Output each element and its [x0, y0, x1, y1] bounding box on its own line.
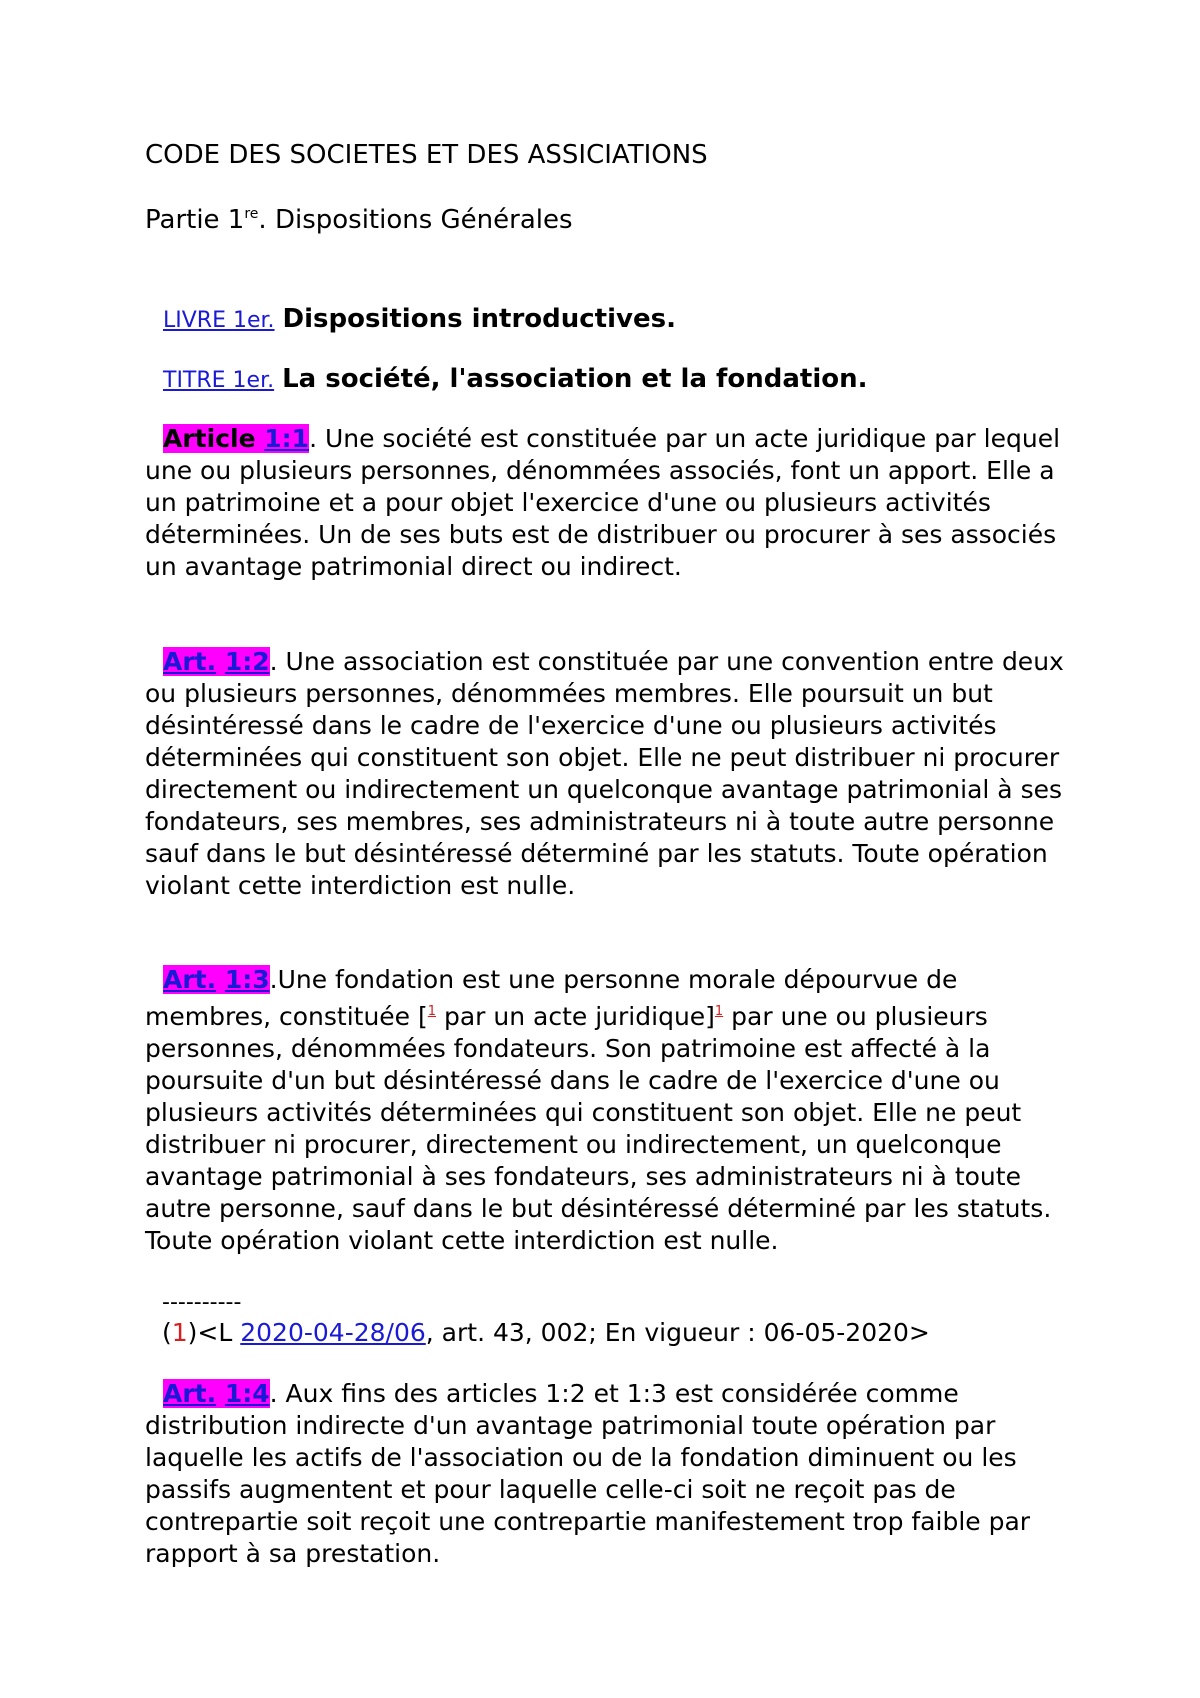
article-1-2-word-link[interactable]: Art.	[163, 647, 217, 676]
footnote-ref-open[interactable]: 1	[427, 1004, 437, 1019]
article-1-3-text-a: .Une fondation est une personne morale dépourvue de membres, constituée [	[145, 965, 958, 1031]
livre-text: Dispositions introductives.	[282, 304, 676, 334]
document-title: CODE DES SOCIETES ET DES ASSICIATIONS	[145, 140, 708, 170]
article-1-3-text-c: par une ou plusieurs personnes, dénommées fondateurs. Son patrimoine est affecté à la poursuite d'un but désintéressé dans le cadre de l'exercice d'une ou plusieurs activités déterminées qui constituent son objet. Elle ne peut distribuer ni procurer, directement ou indirectement, un quelconque avantage patrimonial à ses fondateurs, ses administrateurs ni à toute autre personne, sauf dans le but désintéressé déterminé par les statuts. Toute opération violant cette interdiction est nulle.	[145, 1002, 1052, 1255]
article-1-2-text: . Une association est constituée par une convention entre deux ou plusieurs personnes, dénommées membres. Elle poursuit un but désintéressé dans le cadre de l'exercice d'une ou plusieurs activités déterminées qui constituent son objet. Elle ne peut distribuer ni procurer directement ou indirectement un quelconque avantage patrimonial à ses fondateurs, ses membres, ses administrateurs ni à toute autre personne sauf dans le but désintéressé déterminé par les statuts. Toute opération violant cette interdiction est nulle.	[145, 647, 1064, 900]
article-1-1-text: . Une société est constituée par un acte juridique par lequel une ou plusieurs personnes, dénommées associés, font un apport. Elle a un patrimoine et a pour objet l'exercice d'une ou plusieurs activités déterminées. Un de ses buts est de distribuer ou procurer à ses associés un avantage patrimonial direct ou indirect.	[145, 424, 1061, 581]
footnote-rest: , art. 43, 002; En vigueur : 06-05-2020>	[425, 1318, 930, 1347]
titre-text: La société, l'association et la fondation.	[282, 364, 868, 394]
footnote-law-link[interactable]: 2020-04-28/06	[240, 1318, 426, 1347]
article-1-4	[145, 1378, 1065, 1570]
article-1-4-word-link[interactable]: Art.	[163, 1379, 217, 1408]
article-1-4-label	[163, 1379, 270, 1408]
titre-link[interactable]: TITRE 1er.	[163, 368, 275, 393]
livre-link[interactable]: LIVRE 1er.	[163, 308, 275, 333]
partie-suffix: . Dispositions Générales	[258, 205, 573, 235]
article-1-3-word-link[interactable]: Art.	[163, 965, 217, 994]
article-1-2-label	[163, 647, 270, 676]
article-1-4-link[interactable]: 1:4	[224, 1379, 270, 1408]
footnote-separator: ----------	[162, 1290, 242, 1315]
article-1-2-link[interactable]: 1:2	[224, 647, 270, 676]
article-1-3-label	[163, 965, 270, 994]
footnote-open: (	[162, 1318, 172, 1347]
article-1-3-link[interactable]: 1:3	[224, 965, 270, 994]
footnote-lt: )<L	[187, 1318, 241, 1347]
footnote	[162, 1318, 930, 1347]
partie-heading	[145, 205, 573, 235]
partie-prefix: Partie 1	[145, 205, 245, 235]
article-1-3	[145, 964, 1065, 1257]
livre-heading	[163, 304, 676, 334]
partie-sup: re	[244, 206, 259, 222]
titre-heading	[163, 364, 867, 394]
article-1-4-text: . Aux fins des articles 1:2 et 1:3 est considérée comme distribution indirecte d'un avantage patrimonial toute opération par laquelle les actifs de l'association ou de la fondation diminuent ou les passifs augmentent et pour laquelle celle-ci soit ne reçoit pas de contrepartie soit reçoit une contrepartie manifestement trop faible par rapport à sa prestation.	[145, 1379, 1031, 1568]
article-1-2	[145, 646, 1065, 902]
article-1-1-link[interactable]: 1:1	[264, 424, 310, 453]
article-1-1	[145, 423, 1065, 583]
footnote-ref-close[interactable]: 1	[714, 1004, 724, 1019]
article-1-1-label	[163, 424, 309, 453]
footnote-number: 1	[171, 1318, 188, 1347]
article-label-word: Article	[163, 424, 256, 453]
article-1-3-text-b: par un acte juridique]	[436, 1002, 715, 1031]
